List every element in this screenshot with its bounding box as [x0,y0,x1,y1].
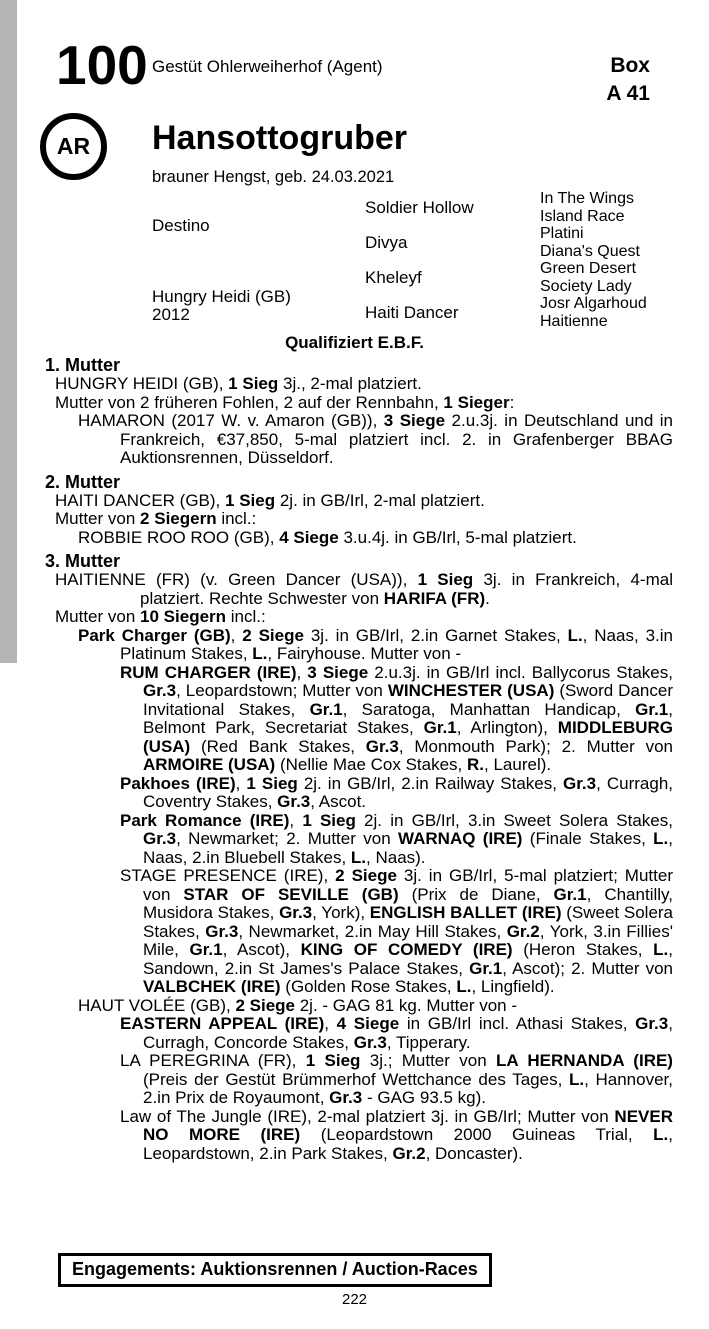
dam-2-line: HAITI DANCER (GB), 1 Sieg 2j. in GB/Irl, 2-mal platziert. [55,490,485,510]
great-grandparents-column [540,190,647,330]
progeny-haut-volee: HAUT VOLÉE (GB), 2 Siege 2j. - GAG 81 kg. Mutter von - [78,995,518,1015]
great-grandparent: Island Race [540,207,625,225]
progeny-rum-charger: RUM CHARGER (IRE), 3 Siege 2.u.3j. in GB/Irl incl. Ballycorus Stakes, Gr.3, Leopardstown; Mutter von WINCHESTER (USA) (Sword Dancer Invitational Stakes, Gr.1, Saratoga, Manhattan Handicap, Gr.1, Belmont Park, Secretariat Stakes, Gr.1, Arlington), MIDDLEBURG (USA) (Red Bank Stakes, Gr.3, Monmouth Park); 2. Mutter von ARMOIRE (USA) (Nellie Mae Cox Stakes, R., Laurel). [120,662,673,774]
engagements-box: Engagements: Auktionsrennen / Auction-Races [58,1253,492,1287]
dam-sire-name: Kheleyf [365,268,422,287]
progeny-pakhoes: Pakhoes (IRE), 1 Sieg 2j. in GB/Irl, 2.in Railway Stakes, Gr.3, Curragh, Coventry Stakes, Gr.3, Ascot. [120,773,673,811]
dam-1-line: HUNGRY HEIDI (GB), 1 Sieg 3j., 2-mal platziert. [55,374,422,393]
progeny-law-of-the-jungle: Law of The Jungle (IRE), 2-mal platziert 3j. in GB/Irl; Mutter von NEVER NO MORE (IRE) (Leopardstown 2000 Guineas Trial, L., Leopardstown, 2.in Park Stakes, Gr.2, Doncaster). [120,1106,673,1163]
body-paragraphs [45,356,673,1163]
dam-3-produce-note: Mutter von 10 Siegern incl.: [55,607,266,626]
dam-1-produce-note: Mutter von 2 früheren Fohlen, 2 auf der Rennbahn, 1 Sieger: [55,392,515,412]
box-info [606,52,650,108]
great-grandparent: Haitienne [540,312,608,330]
great-grandparent: Green Desert [540,260,637,277]
page-number: 222 [341,1291,368,1308]
dam-year: 2012 [152,304,190,324]
consignor-name: Gestüt Ohlerweiherhof (Agent) [152,57,383,76]
brand-mark-letters: AR [56,133,91,159]
section-3-heading: 3. Mutter [45,551,121,571]
sire-dam-name: Divya [365,233,408,252]
progeny-robbie-roo-roo: ROBBIE ROO ROO (GB), 4 Siege 3.u.4j. in GB/Irl, 5-mal platziert. [78,527,577,547]
brand-mark-circle [40,113,107,180]
progeny-stage-presence: STAGE PRESENCE (IRE), 2 Siege 3j. in GB/Irl, 5-mal platziert; Mutter von STAR OF SEVILLE (GB) (Prix de Diane, Gr.1, Chantilly, Musidora Stakes, Gr.3, York), ENGLISH BALLET (IRE) (Sweet Solera Stakes, Gr.3, Newmarket, 2.in May Hill Stakes, Gr.2, York, 3.in Fillies' Mile, Gr.1, Ascot), KING OF COMEDY (IRE) (Heron Stakes, L., Sandown, 2.in St James's Palace Stakes, Gr.1, Ascot); 2. Mutter von VALBCHEK (IRE) (Golden Rose Stakes, L., Lingfield). [120,866,674,996]
sire-sire-name: Soldier Hollow [365,198,474,217]
great-grandparent: Diana's Quest [540,242,640,260]
progeny-eastern-appeal: EASTERN APPEAL (IRE), 4 Siege in GB/Irl incl. Athasi Stakes, Gr.3, Curragh, Concorde Stakes, Gr.3, Tipperary. [120,1014,673,1052]
horse-description: brauner Hengst, geb. 24.03.2021 [152,168,395,186]
dam-name-block [152,288,291,323]
margin-strip [0,0,17,663]
ebf-qualification: Qualifiziert E.B.F. [285,333,424,352]
great-grandparent: Society Lady [540,277,632,295]
box-number: A 41 [606,82,650,105]
progeny-park-romance: Park Romance (IRE), 1 Sieg 2j. in GB/Irl, 3.in Sweet Solera Stakes, Gr.3, Newmarket; 2. Mutter von WARNAQ (IRE) (Finale Stakes, L., Naas, 2.in Bluebell Stakes, L., Naas). [120,810,673,867]
engagements-container [45,1240,492,1287]
horse-name: Hansottogruber [152,119,407,157]
dam-name: Hungry Heidi (GB) [152,287,291,306]
great-grandparent: In The Wings [540,190,634,207]
great-grandparent: Platini [540,225,584,242]
section-1-heading: 1. Mutter [45,355,121,375]
progeny-hamaron: HAMARON (2017 W. v. Amaron (GB)), 3 Siege 2.u.3j. in Deutschland und in Frankreich, €37,850, 5-mal platziert incl. 2. in Grafenberger BBAG Auktionsrennen, Düsseldorf. [78,411,673,467]
progeny-la-peregrina: LA PEREGRINA (FR), 1 Sieg 3j.; Mutter von LA HERNANDA (IRE) (Preis der Gestüt Brümmerhof Wettchance des Tages, L., Hannover, 2.in Prix de Royaumont, Gr.3 - GAG 93.5 kg). [120,1051,673,1107]
section-2-heading: 2. Mutter [45,471,121,492]
dam-3-line: HAITIENNE (FR) (v. Green Dancer (USA)), 1 Sieg 3j. in Frankreich, 4-mal platziert. Rechte Schwester von HARIFA (FR). [55,570,673,608]
dam-dam-name: Haiti Dancer [365,303,459,322]
dam-2-produce-note: Mutter von 2 Siegern incl.: [55,509,257,528]
sire-name: Destino [152,216,210,235]
lot-number: 100 [56,34,148,96]
great-grandparent: Josr Algarhoud [540,295,647,312]
box-label: Box [610,54,650,77]
progeny-park-charger: Park Charger (GB), 2 Siege 3j. in GB/Irl, 2.in Garnet Stakes, L., Naas, 3.in Platinum Stakes, L., Fairyhouse. Mutter von - [78,625,673,663]
